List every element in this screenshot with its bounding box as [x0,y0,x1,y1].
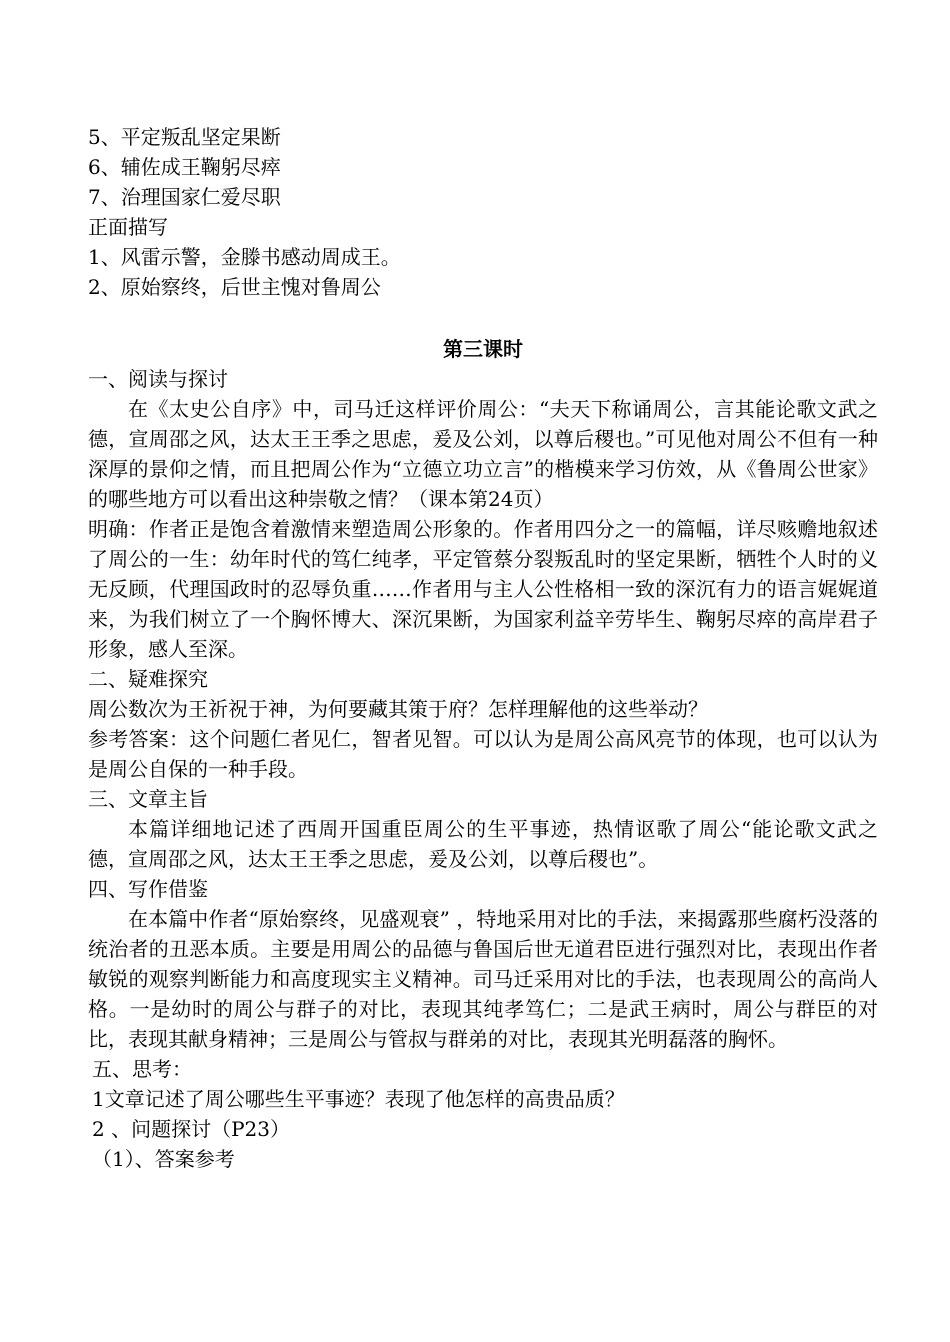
section-heading-writing: 四、写作借鉴 [88,877,208,901]
list-item: 2、原始察终，后世主愧对鲁周公 [88,275,381,299]
difficulty-answer: 参考答案：这个问题仁者见仁，智者见智。可以认为是周公高风亮节的体现，也可以认为是周公自保的一种手段。 [88,727,878,781]
difficulty-question: 周公数次为王祈祝于神，为何要藏其策于府？怎样理解他的这些举动？ [88,697,708,721]
section-heading-difficulty: 二、疑难探究 [88,667,208,691]
theme-body: 本篇详细地记述了西周开国重臣周公的生平事迹，热情讴歌了周公“能论歌文武之德，宣周邵之风，达太王王季之思虑，爰及公刘，以尊后稷也”。 [88,817,878,871]
section-heading-theme: 三、文章主旨 [88,787,208,811]
document-content [88,122,878,1174]
subheading-direct-description: 正面描写 [88,215,168,239]
list-item: 6、辅佐成王鞠躬尽瘁 [88,155,281,179]
list-item: 7、治理国家仁爱尽职 [88,185,281,209]
reading-answer: 明确：作者正是饱含着激情来塑造周公形象的。作者用四分之一的篇幅，详尽赅赡地叙述了周公的一生：幼年时代的笃仁纯孝，平定管蔡分裂叛乱时的坚定果断，牺牲个人时的义无反顾，代理国政时的忍辱负重……作者用与主人公性格相一致的深沉有力的语言娓娓道来，为我们树立了一个胸怀博大、深沉果断，为国家利益辛劳毕生、鞠躬尽瘁的高岸君子形象，感人至深。 [88,517,878,661]
thinking-question-2: 2 、问题探讨（P23） [92,1117,290,1141]
section-heading-thinking: 五、思考： [92,1057,192,1081]
thinking-question-1: 1文章记述了周公哪些生平事迹？表现了他怎样的高贵品质？ [92,1087,625,1111]
thinking-question-3: （1）、答案参考 [92,1147,235,1171]
list-item: 5、平定叛乱坚定果断 [88,125,281,149]
writing-body: 在本篇中作者“原始察终，见盛观衰” ，特地采用对比的手法，来揭露那些腐朽没落的统治者的丑恶本质。主要是用周公的品德与鲁国后世无道君臣进行强烈对比，表现出作者敏锐的观察判断能力和高度现实主义精神。司马迁采用对比的手法，也表现周公的高尚人格。一是幼时的周公与群子的对比，表现其纯孝笃仁；二是武王病时，周公与群臣的对比，表现其献身精神；三是周公与管叔与群弟的对比，表现其光明磊落的胸怀。 [88,907,878,1051]
section-heading-reading: 一、阅读与探讨 [88,367,228,391]
reading-question: 在《太史公自序》中，司马迁这样评价周公：“夫天下称诵周公，言其能论歌文武之德，宣周邵之风，达太王王季之思虑，爰及公刘，以尊后稷也。”可见他对周公不但有一种深厚的景仰之情，而且把周公作为“立德立功立言”的楷模来学习仿效，从《鲁周公世家》的哪些地方可以看出这种崇敬之情？（课本第24页） [88,397,878,511]
list-item: 1、风雷示警，金滕书感动周成王。 [88,245,401,269]
lesson-title: 第三课时 [443,337,523,361]
